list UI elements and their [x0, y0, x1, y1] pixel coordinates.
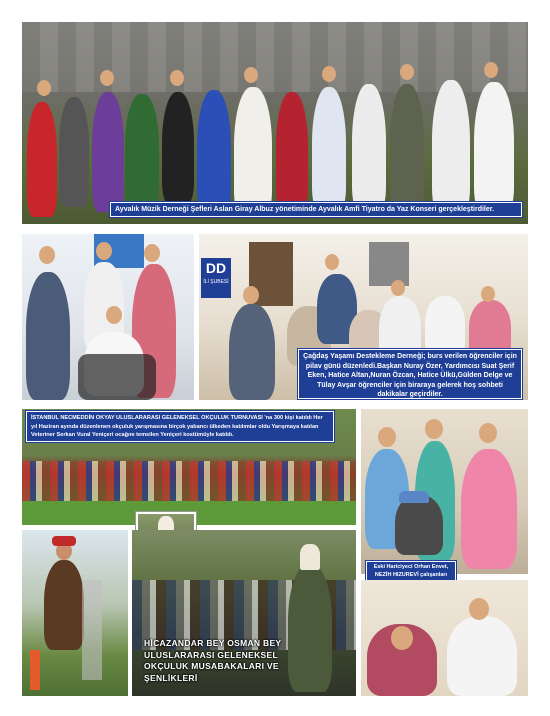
- photo-elderly-visit: [361, 580, 528, 696]
- caption-concert: Ayvalık Müzik Derneği Şefleri Aslan Giray Albuz yönetiminde Ayvalık Amfi Tiyatro da Yaz Konseri gerçekleştirdiler.: [110, 202, 522, 217]
- caption-nursing-home: Eski Hariciyeci Orhan Envet, NEZİH HIZUREVİ çalışanları: [366, 561, 456, 616]
- caption-association: Çağdaş Yaşamı Destekleme Derneği; burs verilen öğrenciler için pilav günü düzenledi.Başkan Nuray Özer, Yardımcısı Suat Şerif Eken, Hatice Altan,Nuran Özcan, Hatice Ülkü,Gülden Delge ve Tülay Avşar öğrenciler için biraraya gelerek hoş sohbeti dakikalar geçirdiler.: [298, 349, 522, 399]
- festival-overlay-text: HİCAZANDAR BEY OSMAN BEY ULUSLARARASI GELENEKSEL OKÇULUK MUSABAKALARI VE ŞENLİKLERİ: [144, 638, 282, 683]
- photo-concert-group: [22, 22, 528, 224]
- association-sign: DD İLİ ŞUBESİ: [201, 258, 231, 298]
- photo-nursing-home-staff: [361, 409, 528, 574]
- caption-archery: İSTANBUL NECMEDDİN OKYAY ULUSLARARASI GELENEKSEL OKÇULUK TURNUVASI 'na 300 kişi katıldı Her yıl Haziran ayında düzenlenen okçuluk yarışmasına birçok yabancı ülkeden katılımlar oldu Yarışmaya katılan Veteriner Serkan Vural Yeniçeri ocağını temsilen Yeniçeri kostümüyle katıldı.: [26, 411, 334, 442]
- photo-janissary-costume: [22, 530, 128, 696]
- photo-wheelchair-group: [22, 234, 194, 400]
